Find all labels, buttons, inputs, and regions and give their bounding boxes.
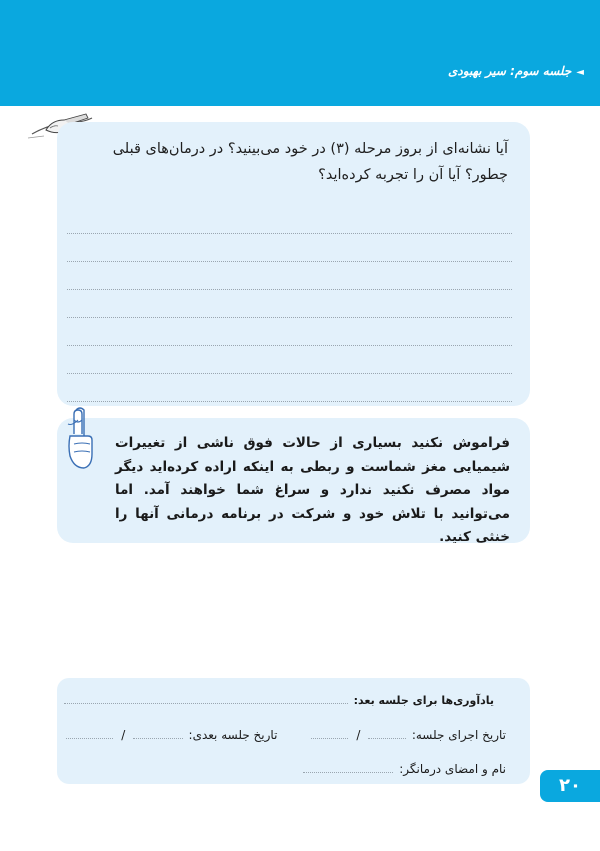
therapist-row — [303, 762, 506, 776]
reminder-note-card — [57, 418, 530, 543]
reminders-card — [57, 678, 530, 784]
session-title-text: جلسه سوم: سیر بهبودی — [448, 64, 572, 78]
session-date-label: تاریخ اجرای جلسه: — [411, 728, 506, 742]
question-card — [57, 122, 530, 406]
answer-line[interactable] — [67, 206, 512, 234]
answer-lines[interactable] — [67, 206, 512, 402]
session-date-field[interactable] — [368, 729, 405, 739]
therapist-signature-field[interactable] — [303, 763, 393, 773]
page-number-badge: ۲۰ — [540, 770, 600, 802]
answer-line[interactable] — [67, 262, 512, 290]
question-text: آیا نشانه‌ای از بروز مرحله (۳) در خود می‌بینید؟ در درمان‌های قبلی چطور؟ آیا آن را تجربه کرده‌اید؟ — [112, 141, 508, 183]
note-text: فراموش نکنید بسیاری از حالات فوق ناشی از تغییرات شیمیایی مغز شماست و ربطی به اینکه اراده کرده‌اید دیگر مواد مصرف نکنید ندارد و سراغ شما خواهند آمد. اما می‌توانید با تلاش خود و شرکت در برنامه درمانی آنها را خنثی کنید. — [115, 435, 510, 545]
header-bar — [0, 0, 600, 106]
reminders-heading-row — [64, 694, 494, 707]
finger-string-icon — [62, 406, 98, 472]
reminders-heading: یادآوری‌ها برای جلسه بعد: — [353, 694, 494, 707]
next-session-date-field[interactable] — [133, 729, 182, 739]
reminders-input-line[interactable] — [64, 694, 348, 704]
dates-row — [66, 728, 506, 742]
answer-line[interactable] — [67, 234, 512, 262]
next-session-date-label: تاریخ جلسه بعدی: — [188, 728, 278, 742]
answer-line[interactable] — [67, 290, 512, 318]
answer-line[interactable] — [67, 346, 512, 374]
answer-line[interactable] — [67, 318, 512, 346]
session-title — [448, 64, 584, 78]
answer-line[interactable] — [67, 374, 512, 402]
triangle-pointer-icon: ◄ — [576, 67, 584, 78]
session-date-field[interactable] — [311, 729, 348, 739]
therapist-signature-label: نام و امضای درمانگر: — [399, 762, 506, 776]
date-separator: / — [121, 728, 126, 742]
date-separator: / — [356, 728, 361, 742]
next-session-date-field[interactable] — [66, 729, 113, 739]
